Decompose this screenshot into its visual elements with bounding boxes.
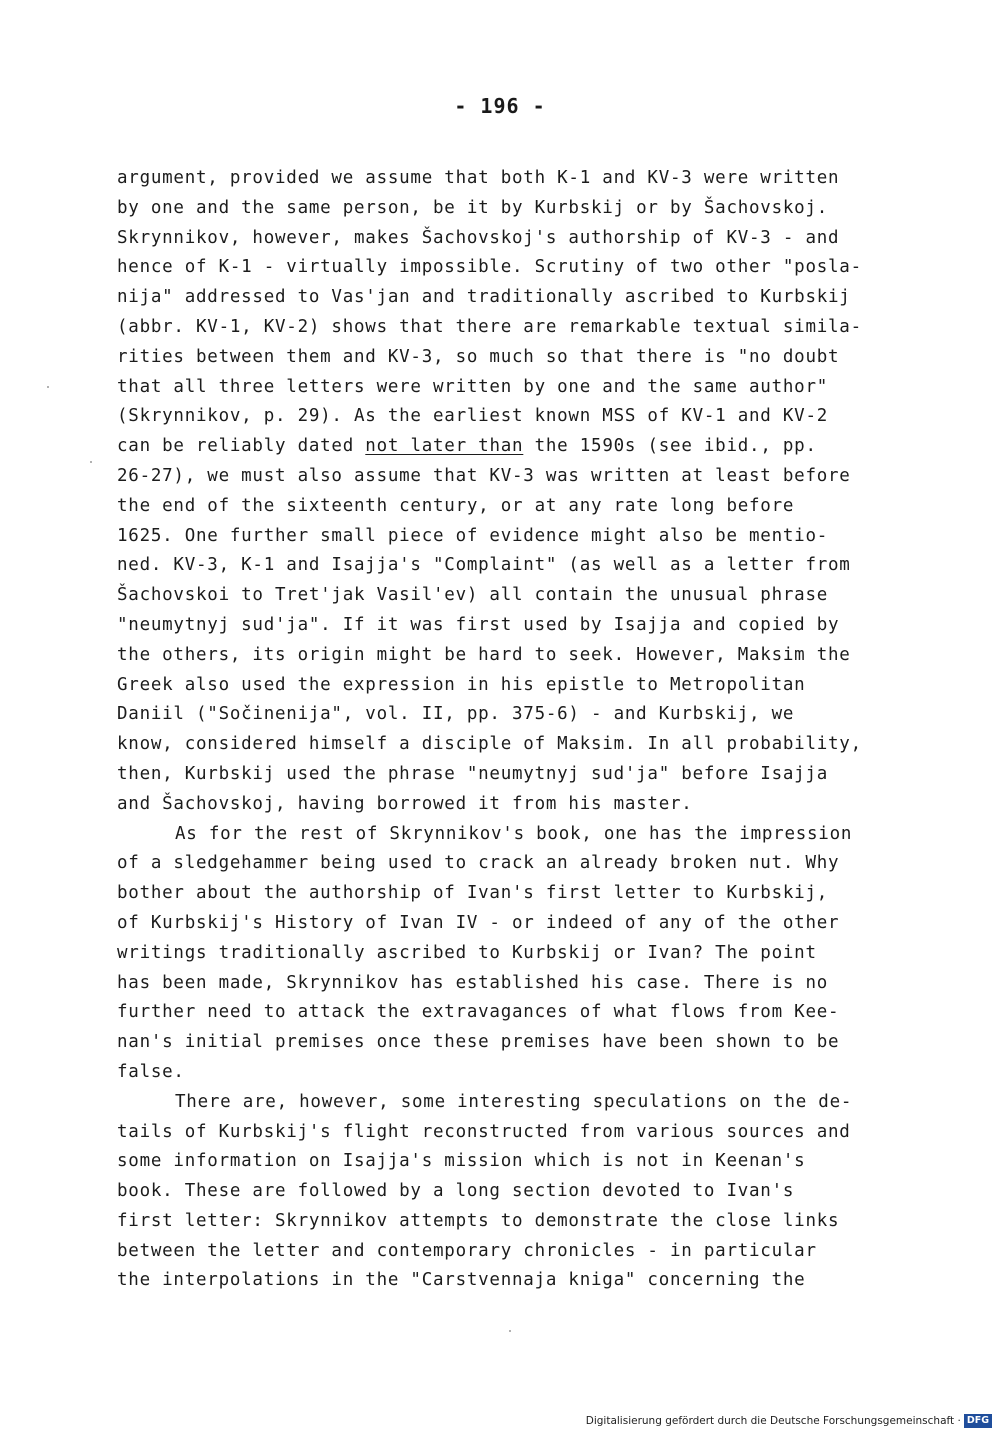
text-line: book. These are followed by a long section devoted to Ivan's xyxy=(117,1181,795,1202)
text-line: that all three letters were written by one and the same author" xyxy=(117,376,829,397)
text-line: the end of the sixteenth century, or at any rate long before xyxy=(117,495,795,516)
scan-speck xyxy=(509,1330,511,1332)
text-line: Greek also used the expression in his epistle to Metropolitan xyxy=(117,674,806,695)
text-line: hence of K-1 - virtually impossible. Scrutiny of two other "posla- xyxy=(117,257,862,278)
text-line: first letter: Skrynnikov attempts to demonstrate the close links xyxy=(117,1210,840,1231)
text-line: Skrynnikov, however, makes Šachovskoj's authorship of KV-3 - and xyxy=(117,227,840,248)
underlined-phrase: not later than xyxy=(365,436,524,457)
text-line: nija" addressed to Vas'jan and traditionally ascribed to Kurbskij xyxy=(117,287,851,308)
text-line: some information on Isajja's mission which is not in Keenan's xyxy=(117,1151,806,1172)
text-line: (abbr. KV-1, KV-2) shows that there are remarkable textual simila- xyxy=(117,316,862,337)
text-line: bother about the authorship of Ivan's first letter to Kurbskij, xyxy=(117,883,829,904)
text-segment: can be reliably dated xyxy=(117,436,366,457)
text-line: "neumytnyj sud'ja". If it was first used by Isajja and copied by xyxy=(117,614,840,635)
text-line: Šachovskoi to Tret'jak Vasil'ev) all contain the unusual phrase xyxy=(117,585,829,606)
footer-credit-text: Digitalisierung gefördert durch die Deutsche Forschungsgemeinschaft · xyxy=(585,1415,961,1427)
text-line: 1625. One further small piece of evidence might also be mentio- xyxy=(117,525,829,546)
text-line: know, considered himself a disciple of Maksim. In all probability, xyxy=(117,734,862,755)
dfg-logo-icon: DFG xyxy=(964,1414,992,1428)
page-number: - 196 - xyxy=(454,94,546,118)
body-text xyxy=(117,164,917,1296)
text-line: writings traditionally ascribed to Kurbskij or Ivan? The point xyxy=(117,942,817,963)
text-line: tails of Kurbskij's flight reconstructed from various sources and xyxy=(117,1121,851,1142)
text-line: the others, its origin might be hard to seek. However, Maksim the xyxy=(117,644,851,665)
scan-speck xyxy=(47,386,49,388)
digitization-footer xyxy=(586,1414,992,1428)
text-line: between the letter and contemporary chronicles - in particular xyxy=(117,1240,817,1261)
text-line: As for the rest of Skrynnikov's book, one has the impression xyxy=(175,823,853,844)
text-line: nan's initial premises once these premises have been shown to be xyxy=(117,1032,840,1053)
text-line: by one and the same person, be it by Kurbskij or by Šachovskoj. xyxy=(117,197,829,218)
text-line: Daniil ("Sočinenija", vol. II, pp. 375-6) - and Kurbskij, we xyxy=(117,704,795,725)
text-line: of Kurbskij's History of Ivan IV - or indeed of any of the other xyxy=(117,912,840,933)
text-line: of a sledgehammer being used to crack an already broken nut. Why xyxy=(117,853,840,874)
text-line: 26-27), we must also assume that KV-3 was written at least before xyxy=(117,465,851,486)
text-line: rities between them and KV-3, so much so that there is "no doubt xyxy=(117,346,840,367)
text-line: and Šachovskoj, having borrowed it from his master. xyxy=(117,793,693,814)
text-segment: the 1590s (see ibid., pp. xyxy=(523,436,817,457)
text-line: has been made, Skrynnikov has established his case. There is no xyxy=(117,972,829,993)
text-line-with-underline xyxy=(117,432,917,462)
text-line: further need to attack the extravagances of what flows from Kee- xyxy=(117,1002,840,1023)
text-line: then, Kurbskij used the phrase "neumytnyj sud'ja" before Isajja xyxy=(117,763,829,784)
text-line: (Skrynnikov, p. 29). As the earliest known MSS of KV-1 and KV-2 xyxy=(117,406,829,427)
text-line: ned. KV-3, K-1 and Isajja's "Complaint" (as well as a letter from xyxy=(117,555,851,576)
text-line: argument, provided we assume that both K-1 and KV-3 were written xyxy=(117,168,840,188)
text-line: There are, however, some interesting speculations on the de- xyxy=(175,1091,853,1112)
scan-speck xyxy=(90,461,92,463)
text-line: the interpolations in the "Carstvennaja kniga" concerning the xyxy=(117,1270,806,1291)
text-line: false. xyxy=(117,1061,185,1082)
